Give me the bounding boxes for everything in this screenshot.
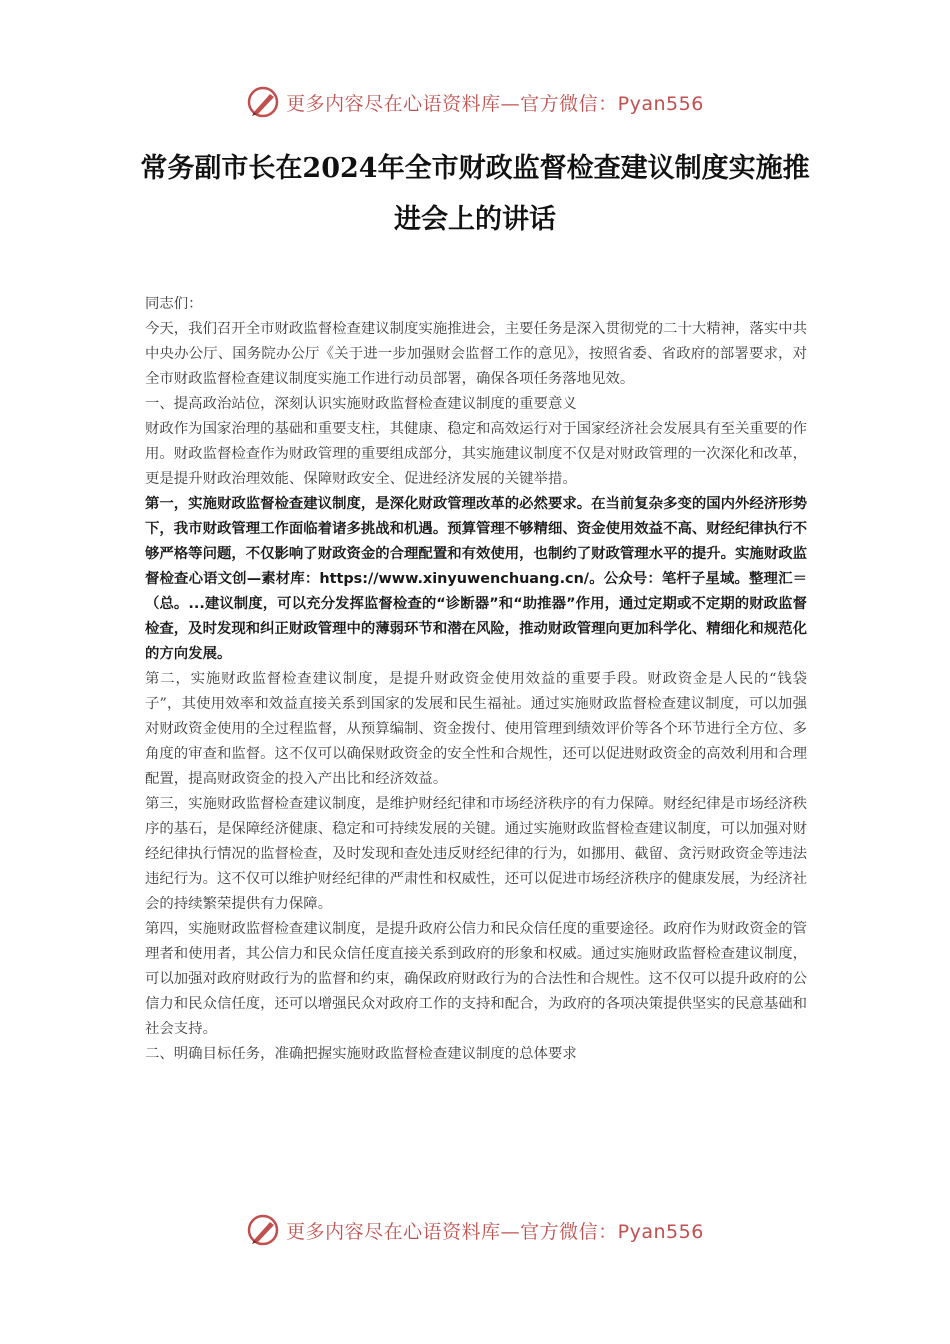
pen-logo-icon	[246, 85, 280, 119]
section-heading-2: 二、明确目标任务，准确把握实施财政监督检查建议制度的总体要求	[145, 1046, 577, 1062]
page-title: 常务副市长在2024年全市财政监督检查建议制度实施推进会上的讲话	[140, 153, 810, 235]
section-heading-1: 一、提高政治站位，深刻认识实施财政监督检查建议制度的重要意义	[145, 396, 577, 412]
paragraph: 财政作为国家治理的基础和重要支柱，其健康、稳定和高效运行对于国家经济社会发展具有至关重要的作用。财政监督检查作为财政管理的重要组成部分，其实施建议制度不仅是对财政管理的一次深化和改革，更是提升财政治理效能、保障财政安全、促进经济发展的关键举措。	[145, 421, 807, 487]
paragraph-fourth-point: 第四，实施财政监督检查建议制度，是提升政府公信力和民众信任度的重要途径。政府作为财政资金的管理者和使用者，其公信力和民众信任度直接关系到政府的形象和权威。通过实施财政监督检查建议制度，可以加强对政府财政行为的监督和约束，确保政府财政行为的合法性和合规性。这不仅可以提升政府的公信力和民众信任度，还可以增强民众对政府工作的支持和配合，为政府的各项决策提供坚实的民意基础和社会支持。	[145, 921, 807, 1037]
paragraph-second-point: 第二，实施财政监督检查建议制度，是提升财政资金使用效益的重要手段。财政资金是人民的“钱袋子”，其使用效率和效益直接关系到国家的发展和民生福祉。通过实施财政监督检查建议制度，可以加强对财政资金使用的全过程监督，从预算编制、资金拨付、使用管理到绩效评价等各个环节进行全方位、多角度的审查和监督。这不仅可以确保财政资金的安全性和合规性，还可以促进财政资金的高效利用和合理配置，提高财政资金的投入产出比和经济效益。	[145, 671, 807, 787]
paragraph-intro: 今天，我们召开全市财政监督检查建议制度实施推进会，主要任务是深入贯彻党的二十大精神，落实中共中央办公厅、国务院办公厅《关于进一步加强财会监督工作的意见》，按照省委、省政府的部署要求，对全市财政监督检查建议制度实施工作进行动员部署，确保各项任务落地见效。	[145, 321, 807, 387]
document-body	[145, 292, 807, 1067]
paragraph-first-point: 第一，实施财政监督检查建议制度，是深化财政管理改革的必然要求。在当前复杂多变的国内外经济形势下，我市财政管理工作面临着诸多挑战和机遇。预算管理不够精细、资金使用效益不高、财经纪律执行不够严格等问题，不仅影响了财政资金的合理配置和有效使用，也制约了财政管理水平的提升。实施财政监督检查心语文创—素材库：https://www.xinyuwenchuang.cn/。公众号：笔杆子星域。整理汇＝（总。...建议制度，可以充分发挥监督检查的“诊断器”和“助推器”作用，通过定期或不定期的财政监督检查，及时发现和纠正财政管理中的薄弱环节和潜在风险，推动财政管理向更加科学化、精细化和规范化的方向发展。	[145, 496, 807, 662]
footer-banner	[0, 1210, 950, 1250]
header-banner	[0, 82, 950, 122]
pen-logo-icon	[246, 1213, 280, 1247]
salutation: 同志们：	[145, 296, 203, 312]
footer-banner-text: 更多内容尽在心语资料库—官方微信：Pyan556	[286, 1220, 704, 1243]
paragraph-third-point: 第三，实施财政监督检查建议制度，是维护财经纪律和市场经济秩序的有力保障。财经纪律是市场经济秩序的基石，是保障经济健康、稳定和可持续发展的关键。通过实施财政监督检查建议制度，可以加强对财经纪律执行情况的监督检查，及时发现和查处违反财经纪律的行为，如挪用、截留、贪污财政资金等违法违纪行为。这不仅可以维护财经纪律的严肃性和权威性，还可以促进市场经济秩序的健康发展，为经济社会的持续繁荣提供有力保障。	[145, 796, 807, 912]
header-banner-text: 更多内容尽在心语资料库—官方微信：Pyan556	[286, 92, 704, 115]
